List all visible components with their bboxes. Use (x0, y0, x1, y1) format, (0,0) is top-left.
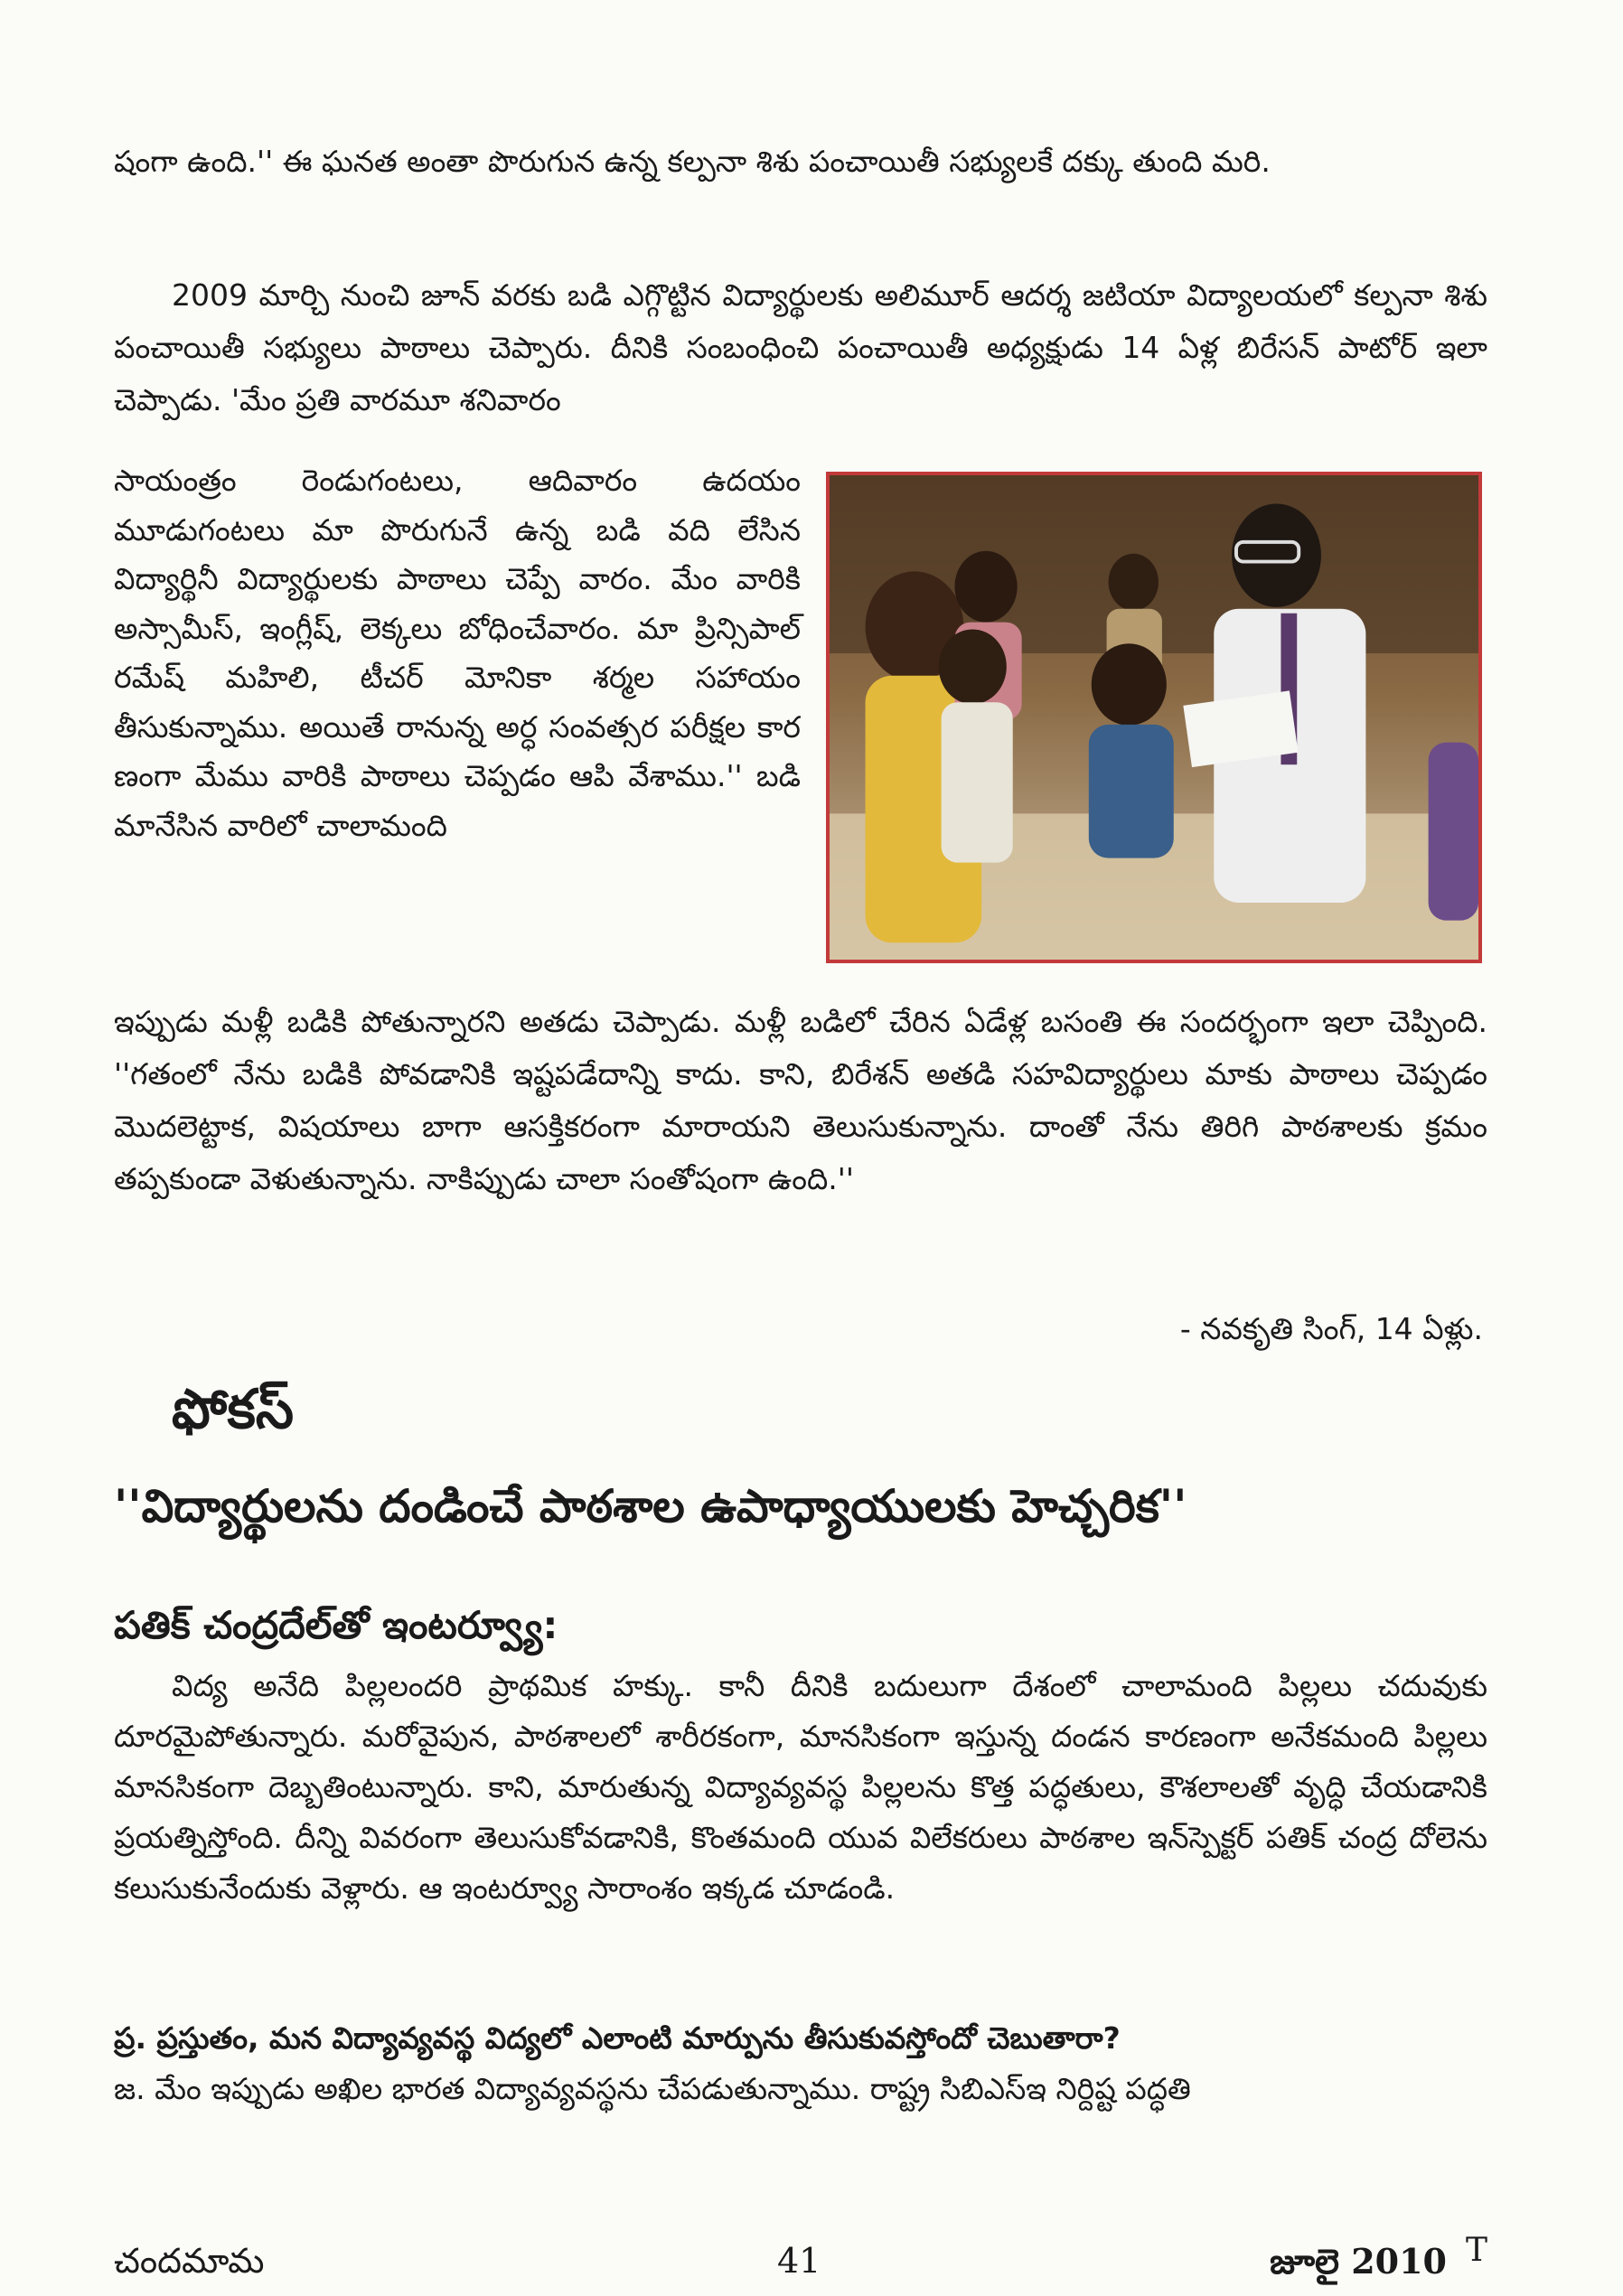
adult-figure (1429, 743, 1478, 921)
footer-magazine-name: చందమామ (114, 2241, 265, 2281)
article-paragraph-intro: షంగా ఉంది.'' ఈ ఘనత అంతా పొరుగున ఉన్న కల్పనా శిశు పంచాయితీ సభ్యులకే దక్కు తుంది మరి. (114, 144, 1271, 179)
photo-illustration (830, 475, 1478, 960)
footer-mark: T (1465, 2232, 1487, 2269)
child-head (954, 551, 1017, 623)
interview-answer: జ. మేం ఇప్పుడు అఖిల భారత విద్యావ్యవస్థను చేపడుతున్నాము. రాష్ట్ర సిబిఎస్ఇ నిర్దిష్ట పద్ధతి (114, 2071, 1191, 2106)
child-sweater-blue (1089, 725, 1174, 858)
child-shirt-white (942, 702, 1013, 862)
interview-subtitle: పతిక్ చంద్రదేల్‌తో ఇంటర్వ్యూ: (114, 1603, 558, 1647)
section-heading: ఫోకస్ (172, 1378, 294, 1441)
page-footer (0, 2232, 1623, 2295)
article-paragraph-wrap: సాయంత్రం రెండుగంటలు, ఆదివారం ఉదయం మూడుగంటలు మా పొరుగునే ఉన్న బడి వది లేసిన విద్యార్థినీ విద్యార్థులకు పాఠాలు చెప్పే వారం. మేం వారికి అస్సామీస్, ఇంగ్లీష్, లెక్కలు బోధించేవారం. మా ప్రిన్సిపాల్ రమేష్ మహిలి, టీచర్ మోనికా శర్మల సహాయం తీసుకున్నాము. అయితే రానున్న అర్ధ సంవత్సర పరీక్షల కార ణంగా మేము వారికి పాఠాలు చెప్పడం ఆపి వేశాము.'' బడి మానేసిన వారిలో చాలామంది (114, 463, 801, 843)
child-head (1092, 643, 1167, 726)
student-head (1232, 504, 1321, 607)
article-paragraph-workshop: 2009 మార్చి నుంచి జూన్ వరకు బడి ఎగ్గొట్టిన విద్యార్థులకు అలిమూర్ ఆదర్శ జటియా విద్యాలయలో కల్పనా శిశు పంచాయితీ సభ్యులు పాఠాలు చెప్పారు. దీనికి సంబంధించి పంచాయితీ అధ్యక్షుడు 14 ఏళ్ల బిరేసన్ పాటోర్ ఇలా చెప్పాడు. 'మేం ప్రతి వారమూ శనివారం (114, 277, 1487, 417)
footer-date: జూలై 2010 (1270, 2241, 1447, 2282)
author-attribution: - నవకృతి సింగ్, 14 ఏళ్లు. (1179, 1311, 1483, 1346)
child-head (939, 629, 1007, 704)
article-paragraph-after: ఇప్పుడు మళ్లీ బడికి పోతున్నారని అతడు చెప్పాడు. మళ్లీ బడిలో చేరిన ఏడేళ్ల బసంతి ఈ సందర్భంగా ఇలా చెప్పింది. ''గతంలో నేను బడికి పోవడానికి ఇష్టపడేదాన్ని కాదు. కాని, బిరేశన్ అతడి సహవిద్యార్థులు మాకు పాఠాలు చెప్పడం మొదలెట్టాక, విషయాలు బాగా ఆసక్తికరంగా మారాయని తెలుసుకున్నాను. దాంతో నేను తిరిగి పాఠశాలకు క్రమం తప్పకుండా వెళుతున్నాను. నాకిప్పుడు చాలా సంతోషంగా ఉంది.'' (114, 1004, 1487, 1196)
interview-intro: విద్య అనేది పిల్లలందరి ప్రాథమిక హక్కు. కానీ దీనికి బదులుగా దేశంలో చాలామంది పిల్లలు చదువుకు దూరమైపోతున్నారు. మరోవైపున, పాఠశాలలో శారీరకంగా, మానసికంగా ఇస్తున్న దండన కారణంగా అనేకమంది పిల్లలు మానసికంగా దెబ్బతింటున్నారు. కాని, మారుతున్న విద్యావ్యవస్థ పిల్లలను కొత్త పద్ధతులు, కౌశలాలతో వృద్ధి చేయడానికి ప్రయత్నిస్తోంది. దీన్ని వివరంగా తెలుసుకోవడానికి, కొంతమంది యువ విలేకరులు పాఠశాల ఇన్‌స్పెక్టర్ పతిక్ చంద్ర దోలెను కలుసుకునేందుకు వెళ్లారు. ఆ ఇంటర్వ్యూ సారాంశం ఇక్కడ చూడండి. (114, 1668, 1487, 1906)
footer-page-number: 41 (777, 2241, 821, 2281)
children-photo (826, 472, 1482, 963)
article-title: ''విద్యార్థులను దండించే పాఠశాల ఉపాధ్యాయులకు హెచ్చరిక'' (114, 1480, 1187, 1532)
child-head (1109, 554, 1159, 611)
interview-question: ప్ర. ప్రస్తుతం, మన విద్యావ్యవస్థ విద్యలో ఎలాంటి మార్పును తీసుకువస్తోందో చెబుతారా? (114, 2020, 1121, 2056)
